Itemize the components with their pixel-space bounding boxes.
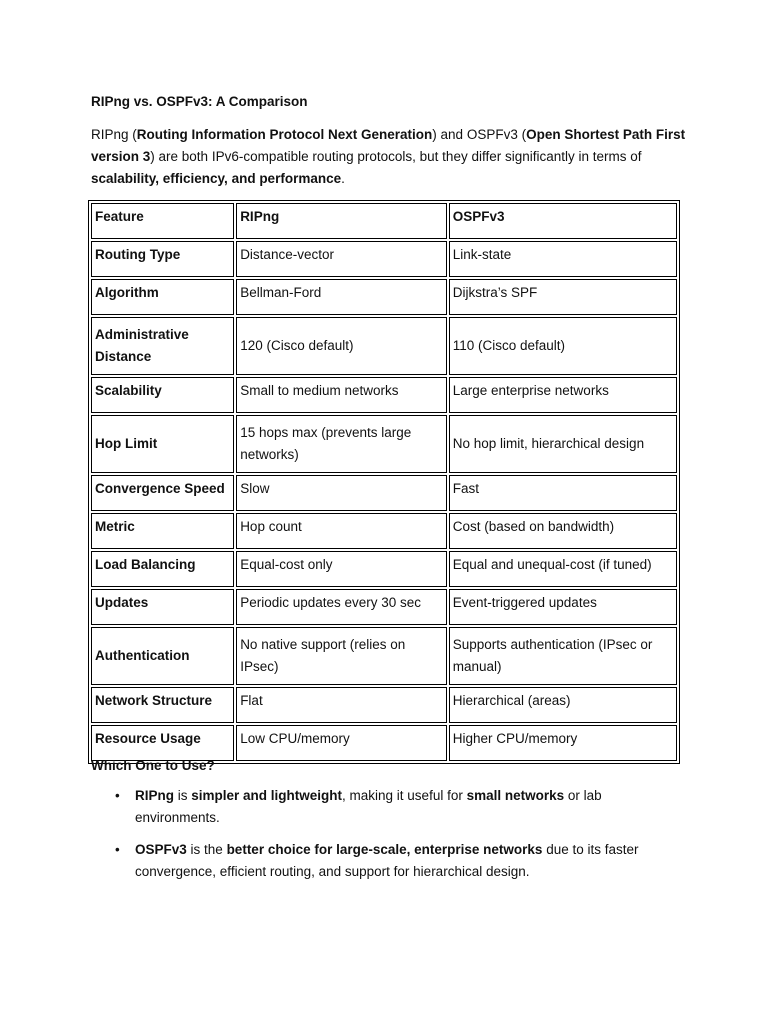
table-row (91, 589, 677, 625)
ripng-cell: 120 (Cisco default) (236, 317, 447, 375)
intro-paragraph (91, 124, 691, 190)
feature-cell: Load Balancing (91, 551, 234, 587)
ripng-cell: Equal-cost only (236, 551, 447, 587)
header-cell-ripng: RIPng (236, 203, 447, 239)
feature-cell: Convergence Speed (91, 475, 234, 511)
intro-text-1: RIPng ( (91, 127, 137, 142)
ospfv3-cell: Higher CPU/memory (449, 725, 677, 761)
intro-bold-ospfv3: Open Shortest Path First version 3 (91, 127, 686, 164)
intro-text-2: ) and OSPFv3 ( (432, 127, 527, 142)
header-cell-ospfv3: OSPFv3 (449, 203, 677, 239)
list-item (90, 839, 650, 883)
ripng-cell: Bellman-Ford (236, 279, 447, 315)
ospfv3-cell: Event-triggered updates (449, 589, 677, 625)
ripng-cell: Flat (236, 687, 447, 723)
feature-cell: Resource Usage (91, 725, 234, 761)
bullet-2-text-2: due to its faster convergence, efficient routing, and support for hierarchical design. (135, 842, 639, 879)
ospfv3-cell: Dijkstra’s SPF (449, 279, 677, 315)
table-header-row (91, 203, 677, 239)
feature-cell: Scalability (91, 377, 234, 413)
document-title: RIPng vs. OSPFv3: A Comparison (91, 94, 308, 109)
feature-cell: Routing Type (91, 241, 234, 277)
bullet-icon: • (115, 788, 120, 803)
table-row (91, 513, 677, 549)
ospfv3-cell: 110 (Cisco default) (449, 317, 677, 375)
bullet-1-text-2: , making it useful for (342, 788, 467, 803)
ospfv3-cell: No hop limit, hierarchical design (449, 415, 677, 473)
table-row (91, 377, 677, 413)
feature-cell: Administrative Distance (91, 317, 234, 375)
feature-cell: Updates (91, 589, 234, 625)
ripng-cell: No native support (relies on IPsec) (236, 627, 447, 685)
ospfv3-cell: Link-state (449, 241, 677, 277)
table-row (91, 415, 677, 473)
table-row (91, 627, 677, 685)
ripng-cell: Hop count (236, 513, 447, 549)
recommendation-list (90, 785, 650, 893)
bullet-2-text-1: is the (186, 842, 227, 857)
ripng-cell: Low CPU/memory (236, 725, 447, 761)
ospfv3-cell: Fast (449, 475, 677, 511)
ospfv3-cell: Cost (based on bandwidth) (449, 513, 677, 549)
comparison-table (88, 200, 680, 764)
table-row (91, 241, 677, 277)
bullet-1-bold-3: small networks (466, 788, 565, 803)
header-cell-feature: Feature (91, 203, 234, 239)
table-row (91, 279, 677, 315)
bullet-1-text-3: or lab environments. (135, 788, 602, 825)
table-row (91, 687, 677, 723)
comparison-table-wrapper (88, 200, 680, 764)
ospfv3-cell: Equal and unequal-cost (if tuned) (449, 551, 677, 587)
ripng-cell: Distance-vector (236, 241, 447, 277)
table-row (91, 725, 677, 761)
ospfv3-cell: Supports authentication (IPsec or manual) (449, 627, 677, 685)
bullet-icon: • (115, 842, 120, 857)
intro-text-4: . (341, 171, 345, 186)
bullet-2-bold-1: OSPFv3 (135, 842, 187, 857)
ripng-cell: 15 hops max (prevents large networks) (236, 415, 447, 473)
table-row (91, 475, 677, 511)
table-row (91, 317, 677, 375)
bullet-1-bold-2: simpler and lightweight (191, 788, 343, 803)
feature-cell: Metric (91, 513, 234, 549)
feature-cell: Network Structure (91, 687, 234, 723)
intro-bold-ripng: Routing Information Protocol Next Generation (136, 127, 433, 142)
ripng-cell: Slow (236, 475, 447, 511)
ospfv3-cell: Large enterprise networks (449, 377, 677, 413)
ripng-cell: Small to medium networks (236, 377, 447, 413)
feature-cell: Hop Limit (91, 415, 234, 473)
intro-bold-criteria: scalability, efficiency, and performance (91, 171, 342, 186)
list-item (90, 785, 650, 829)
ripng-cell: Periodic updates every 30 sec (236, 589, 447, 625)
feature-cell: Algorithm (91, 279, 234, 315)
feature-cell: Authentication (91, 627, 234, 685)
ospfv3-cell: Hierarchical (areas) (449, 687, 677, 723)
which-one-heading: Which One to Use? (91, 758, 215, 773)
table-row (91, 551, 677, 587)
bullet-1-text-1: is (174, 788, 192, 803)
intro-text-3: ) are both IPv6-compatible routing protocols, but they differ significantly in terms of (150, 149, 642, 164)
bullet-2-bold-2: better choice for large-scale, enterprise networks (226, 842, 543, 857)
bullet-1-bold-1: RIPng (135, 788, 174, 803)
